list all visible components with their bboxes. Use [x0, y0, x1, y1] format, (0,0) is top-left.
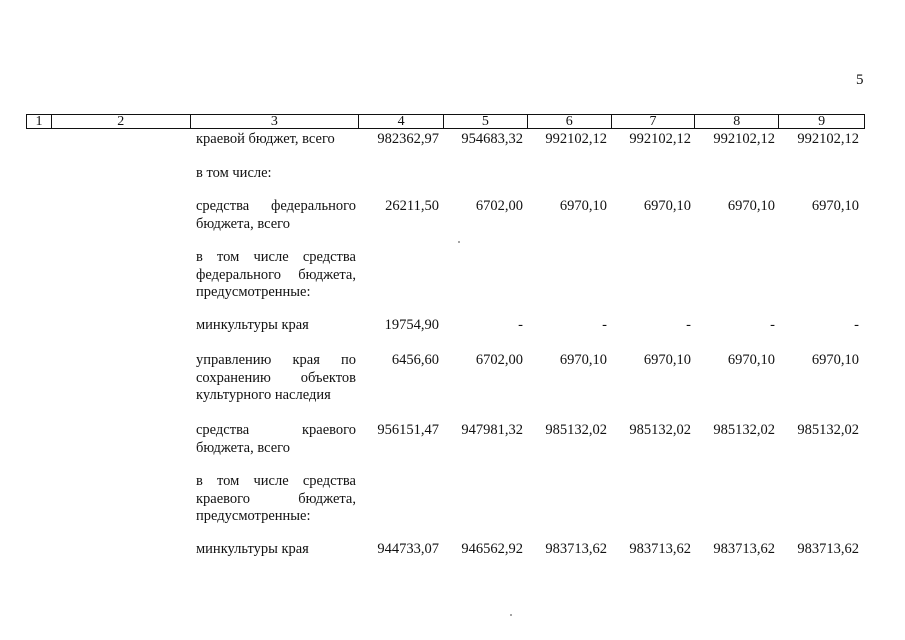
row-label: в том числе: — [196, 165, 272, 181]
row-value: - — [770, 317, 775, 333]
row-label: минкультуры края — [196, 541, 309, 557]
row-value: 6970,10 — [643, 198, 691, 214]
scan-speck — [458, 241, 460, 243]
row-label: средства федерального бюджета, всего — [196, 198, 356, 232]
row-value: 985132,02 — [713, 422, 775, 438]
header-cell-1: 1 — [27, 115, 52, 128]
row-value: 985132,02 — [797, 422, 859, 438]
scan-speck — [510, 614, 512, 616]
row-label: минкультуры края — [196, 317, 309, 333]
row-value: 992102,12 — [797, 131, 859, 147]
row-value: 985132,02 — [629, 422, 691, 438]
row-value: 992102,12 — [629, 131, 691, 147]
header-cell-5: 5 — [444, 115, 528, 128]
row-value: 6970,10 — [727, 352, 775, 368]
row-value: 992102,12 — [545, 131, 607, 147]
header-cell-9: 9 — [818, 114, 826, 129]
header-cell-7: 7 — [612, 115, 696, 128]
row-value: 946562,92 — [461, 541, 523, 557]
row-value: 6970,10 — [559, 352, 607, 368]
table-header — [26, 114, 865, 129]
row-value: 6702,00 — [475, 352, 523, 368]
row-label: в том числе средства федерального бюджета, предусмотренные: — [196, 249, 356, 300]
row-label: в том числе средства краевого бюджета, предусмотренные: — [196, 473, 356, 524]
row-value: 6970,10 — [727, 198, 775, 214]
row-label: краевой бюджет, всего — [196, 131, 335, 147]
header-cell-6: 6 — [528, 115, 612, 128]
row-value: 985132,02 — [545, 422, 607, 438]
row-value: 6970,10 — [811, 352, 859, 368]
row-value: 6970,10 — [643, 352, 691, 368]
row-value: 956151,47 — [377, 422, 439, 438]
row-value: - — [854, 317, 859, 333]
row-value: 992102,12 — [713, 131, 775, 147]
row-value: 6970,10 — [559, 198, 607, 214]
row-value: 982362,97 — [377, 131, 439, 147]
row-label: управлению края по сохранению объектов культурного наследия — [196, 352, 356, 403]
header-cell-4: 4 — [359, 115, 444, 128]
row-value: 983713,62 — [545, 541, 607, 557]
row-value: 6456,60 — [391, 352, 439, 368]
header-cell-8: 8 — [695, 115, 779, 128]
row-value: 947981,32 — [461, 422, 523, 438]
row-value: 19754,90 — [384, 317, 439, 333]
row-value: 6702,00 — [475, 198, 523, 214]
row-value: - — [602, 317, 607, 333]
row-label: средства краевого бюджета, всего — [196, 422, 356, 456]
row-value: 6970,10 — [811, 198, 859, 214]
header-cell-3: 3 — [191, 115, 360, 128]
row-value: 26211,50 — [385, 198, 439, 214]
header-cell-2: 2 — [52, 115, 191, 128]
row-value: 983713,62 — [797, 541, 859, 557]
row-value: 983713,62 — [629, 541, 691, 557]
row-value: - — [518, 317, 523, 333]
row-value: 944733,07 — [377, 541, 439, 557]
row-value: 954683,32 — [461, 131, 523, 147]
row-value: - — [686, 317, 691, 333]
row-value: 983713,62 — [713, 541, 775, 557]
page-number: 5 — [856, 72, 864, 88]
